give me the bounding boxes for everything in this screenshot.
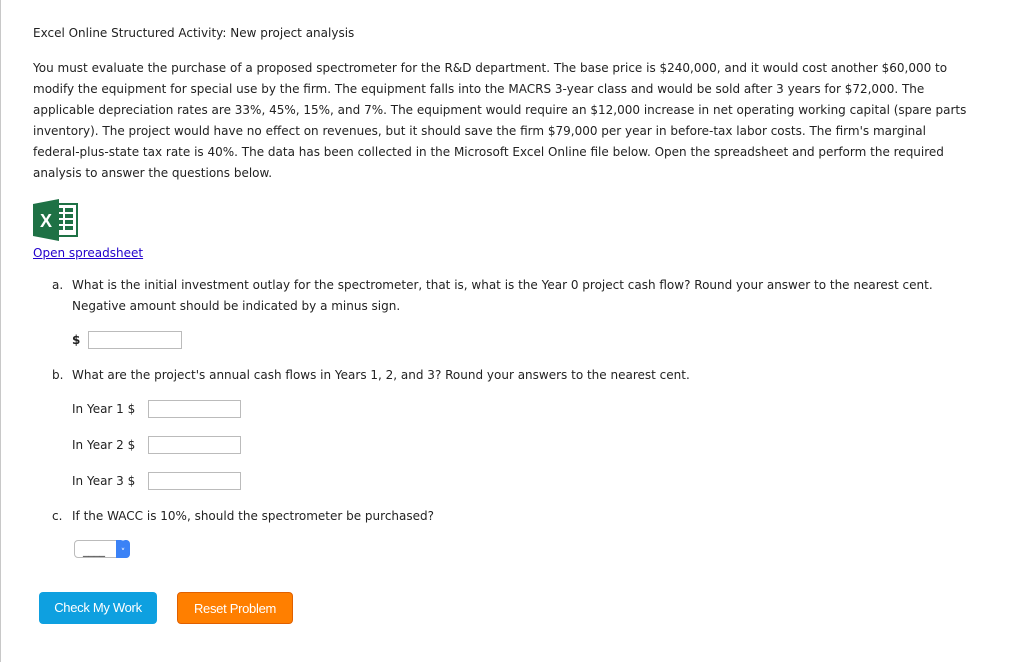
question-c-text: If the WACC is 10%, should the spectrometer be purchased? (72, 509, 435, 523)
purchase-decision-select[interactable] (74, 540, 130, 558)
excel-icon[interactable] (33, 199, 79, 241)
check-my-work-button[interactable]: Check My Work (39, 592, 157, 624)
activity-title: Excel Online Structured Activity: New project analysis (33, 26, 355, 40)
excel-icon-letter: X (39, 211, 53, 231)
open-spreadsheet-link[interactable]: Open spreadsheet (33, 246, 144, 260)
selected-value: ____ (83, 544, 105, 557)
year2-label: In Year 2 $ (72, 438, 136, 452)
year1-label: In Year 1 $ (72, 402, 136, 416)
question-a (52, 275, 952, 317)
question-c-letter: c. (52, 509, 63, 523)
reset-problem-button[interactable]: Reset Problem (177, 592, 293, 624)
year2-cash-flow-input[interactable] (148, 436, 241, 454)
year3-label: In Year 3 $ (72, 474, 136, 488)
currency-symbol: $ (72, 333, 81, 347)
question-b-letter: b. (52, 368, 64, 382)
question-b-text: What are the project's annual cash flows in Years 1, 2, and 3? Round your answers to the nearest cent. (72, 368, 690, 382)
year0-cash-flow-input[interactable] (88, 331, 182, 349)
page-border (0, 0, 1, 662)
chevron-updown-icon: ˄ ˅ (116, 540, 130, 558)
question-c (52, 506, 952, 527)
year3-cash-flow-input[interactable] (148, 472, 241, 490)
question-b (52, 365, 952, 386)
year1-cash-flow-input[interactable] (148, 400, 241, 418)
question-a-letter: a. (52, 278, 64, 292)
question-a-text: What is the initial investment outlay for the spectrometer, that is, what is the Year 0 project cash flow? Round your answer to the nearest cent. Negative amount should be indicated by a minus sign. (72, 278, 933, 313)
problem-statement: You must evaluate the purchase of a proposed spectrometer for the R&D department. The base price is $240,000, and it would cost another $60,000 to modify the equipment for special use by the firm. The equipment falls into the MACRS 3-year class and would be sold after 3 years for $72,000. The applicable depreciation rates are 33%, 45%, 15%, and 7%. The equipment would require an $12,000 increase in net operating working capital (spare parts inventory). The project would have no effect on revenues, but it should save the firm $79,000 per year in before-tax labor costs. The firm's marginal federal-plus-state tax rate is 40%. The data has been collected in the Microsoft Excel Online file below. Open the spreadsheet and perform the required analysis to answer the questions below. (33, 61, 967, 180)
